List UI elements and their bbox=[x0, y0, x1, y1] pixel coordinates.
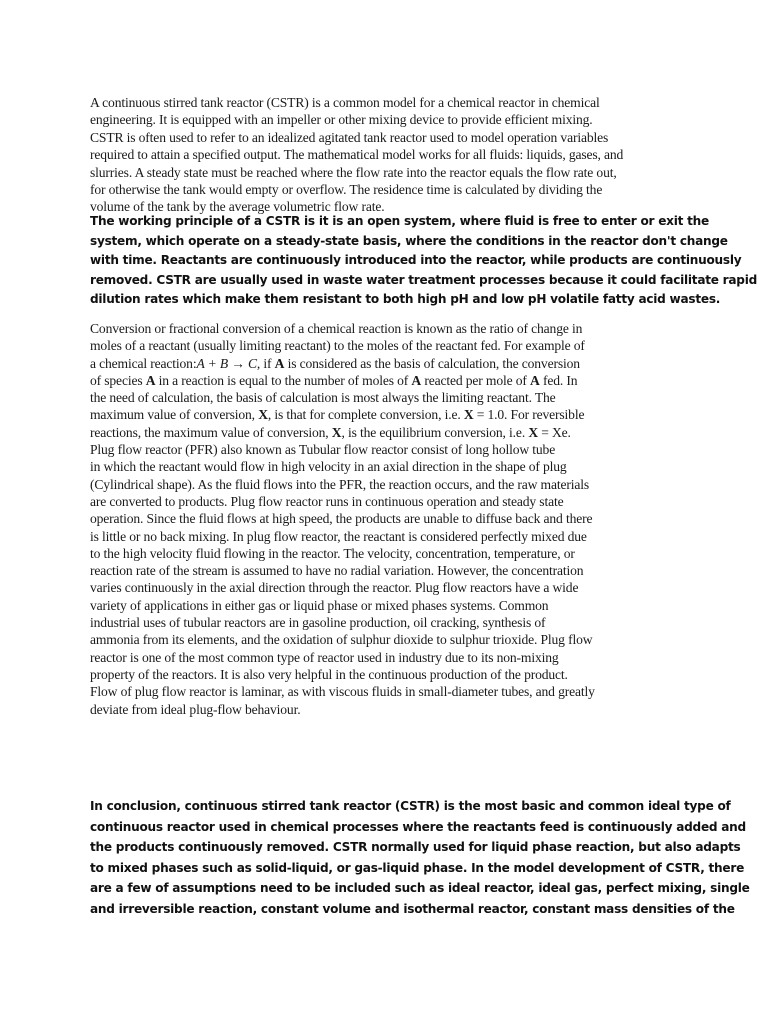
text-line: reaction rate of the stream is assumed to have no radial variation. However, the concentration bbox=[90, 563, 584, 579]
text-line: moles of a reactant (usually limiting reactant) to the moles of the reactant fed. For example of bbox=[90, 338, 585, 354]
text-line: operation. Since the fluid flows at high speed, the products are unable to diffuse back and there bbox=[90, 511, 593, 527]
text-line: Conversion or fractional conversion of a chemical reaction is known as the ratio of change in bbox=[90, 321, 583, 336]
text-line: the products continuously removed. CSTR normally used for liquid phase reaction, but also adapts bbox=[90, 840, 741, 855]
text-line: Plug flow reactor (PFR) also known as Tubular flow reactor consist of long hollow tube bbox=[90, 442, 556, 458]
text-line: for otherwise the tank would empty or overflow. The residence time is calculated by dividing the bbox=[90, 182, 603, 198]
paragraph-conclusion bbox=[90, 796, 750, 920]
text-line: is little or no back mixing. In plug flow reactor, the reactant is considered perfectly mixed due bbox=[90, 528, 587, 544]
text-line: varies continuously in the axial direction through the reactor. Plug flow reactors have a wide bbox=[90, 580, 579, 596]
text-line: system, which operate on a steady-state basis, where the conditions in the reactor don't change bbox=[90, 233, 728, 248]
text-line: reactions, the maximum value of conversion, X, is the equilibrium conversion, i.e. X = Xe. bbox=[90, 424, 571, 440]
text-line: deviate from ideal plug-flow behaviour. bbox=[90, 701, 301, 717]
text-line: with time. Reactants are continuously introduced into the reactor, while products are continuously bbox=[90, 253, 742, 268]
text-line: to mixed phases such as solid-liquid, or gas-liquid phase. In the model development of CSTR, there bbox=[90, 860, 745, 875]
text-line: industrial uses of tubular reactors are in gasoline production, oil cracking, synthesis of bbox=[90, 615, 546, 631]
paragraph-cstr-working-principle bbox=[90, 212, 758, 310]
text-line: property of the reactors. It is also very helpful in the continuous production of the product. bbox=[90, 666, 568, 682]
text-line: volume of the tank by the average volumetric flow rate. bbox=[90, 199, 385, 215]
text-line: In conclusion, continuous stirred tank reactor (CSTR) is the most basic and common ideal type of bbox=[90, 799, 731, 813]
text-line: CSTR is often used to refer to an idealized agitated tank reactor used to model operation variables bbox=[90, 129, 609, 145]
text-line: of species A in a reaction is equal to the number of moles of A reacted per mole of A fed. In bbox=[90, 372, 578, 388]
reaction-equation: A + B → C bbox=[196, 355, 257, 371]
text-line: The working principle of a CSTR is it is an open system, where fluid is free to enter or exit the bbox=[90, 214, 709, 228]
text-line: in which the reactant would flow in high velocity in an axial direction in the shape of plug bbox=[90, 459, 567, 475]
text-line: the need of calculation, the basis of calculation is most always the limiting reactant. The bbox=[90, 390, 556, 406]
text-line: are converted to products. Plug flow reactor runs in continuous operation and steady state bbox=[90, 493, 564, 509]
text-line: ammonia from its elements, and the oxidation of sulphur dioxide to sulphur trioxide. Plug flow bbox=[90, 632, 593, 648]
text-line: and irreversible reaction, constant volume and isothermal reactor, constant mass densities of the bbox=[90, 901, 735, 916]
text-line: are a few of assumptions need to be included such as ideal reactor, ideal gas, perfect mixing, single bbox=[90, 881, 750, 896]
text-line: to the high velocity fluid flowing in the reactor. The velocity, concentration, temperature, or bbox=[90, 545, 575, 561]
text-line: a chemical reaction:A + B → C, if A is considered as the basis of calculation, the conversion bbox=[90, 355, 580, 371]
text-line: dilution rates which make them resistant to both high pH and low pH volatile fatty acid wastes. bbox=[90, 292, 721, 307]
text-line: continuous reactor used in chemical processes where the reactants feed is continuously added and bbox=[90, 819, 746, 834]
text-line: variety of applications in either gas or liquid phase or mixed phases systems. Common bbox=[90, 597, 549, 613]
text-line: maximum value of conversion, X, is that for complete conversion, i.e. X = 1.0. For reversible bbox=[90, 407, 585, 423]
text-line: A continuous stirred tank reactor (CSTR) is a common model for a chemical reactor in chemical bbox=[90, 95, 600, 110]
text-line: slurries. A steady state must be reached where the flow rate into the reactor equals the flow rate out, bbox=[90, 164, 617, 180]
text-line: removed. CSTR are usually used in waste water treatment processes because it could facilitate rapid bbox=[90, 272, 758, 287]
text-line: reactor is one of the most common type of reactor used in industry due to its non-mixing bbox=[90, 649, 559, 665]
paragraph-cstr-intro bbox=[90, 94, 690, 216]
text-line: (Cylindrical shape). As the fluid flows into the PFR, the reaction occurs, and the raw materials bbox=[90, 476, 590, 492]
paragraph-conversion-and-pfr bbox=[90, 320, 690, 718]
text-line: engineering. It is equipped with an impeller or other mixing device to provide efficient mixing. bbox=[90, 112, 593, 128]
text-line: Flow of plug flow reactor is laminar, as with viscous fluids in small-diameter tubes, and greatly bbox=[90, 684, 595, 700]
text-line: required to attain a specified output. The mathematical model works for all fluids: liquids, gases, and bbox=[90, 147, 624, 163]
